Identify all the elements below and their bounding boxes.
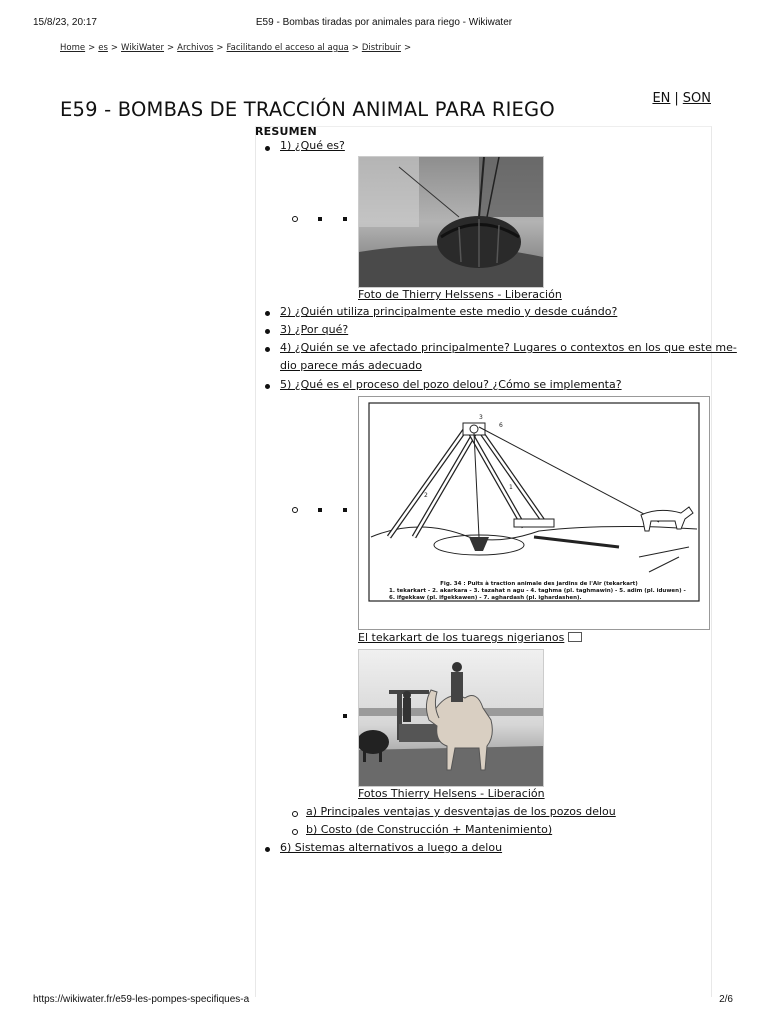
- toc-sub-bullet: [292, 829, 298, 835]
- photo-credit-link-2[interactable]: Fotos Thierry Helsens - Liberación: [358, 787, 545, 800]
- toc-sub-link-b[interactable]: b) Costo (de Construcción + Mantenimiento): [306, 823, 553, 836]
- breadcrumb-separator: >: [88, 43, 96, 53]
- photo-caption-1: [358, 288, 562, 301]
- toc-item-5: [280, 376, 622, 394]
- tekarkart-diagram[interactable]: [358, 396, 710, 630]
- toc-item-2: [280, 303, 617, 321]
- toc-heading: RESUMEN: [255, 125, 317, 138]
- toc-nested-bullet: [292, 216, 298, 222]
- diagram-caption-link-row: [358, 631, 582, 644]
- diagram-caption-line-1: Fig. 34 : Puits à traction animale des jardins de l'Aïr (tekarkart): [440, 581, 638, 587]
- toc-sub-item-b: [306, 821, 552, 839]
- breadcrumb-facilitando[interactable]: Facilitando el acceso al agua: [226, 43, 349, 53]
- toc-nested-bullet: [343, 217, 347, 221]
- lang-separator: |: [674, 91, 679, 106]
- toc-bullet: [265, 347, 270, 352]
- toc-link-4-cont[interactable]: dio parece más adecuado: [280, 359, 422, 372]
- external-link-icon[interactable]: [568, 632, 582, 642]
- lang-en-link[interactable]: EN: [652, 91, 671, 106]
- toc-item-1: [280, 137, 345, 155]
- toc-item-4-cont: [280, 357, 422, 375]
- page-title: E59 - BOMBAS DE TRACCIÓN ANIMAL PARA RIEGO: [60, 98, 555, 121]
- print-date: 15/8/23, 20:17: [33, 17, 97, 28]
- diagram-caption: [389, 581, 689, 602]
- svg-text:6: 6: [499, 422, 503, 429]
- toc-link-2[interactable]: 2) ¿Quién utiliza principalmente este medio y desde cuándo?: [280, 305, 618, 318]
- toc-sub-bullet: [292, 811, 298, 817]
- toc-sub-link-a[interactable]: a) Principales ventajas y desventajas de los pozos delou: [306, 805, 616, 818]
- print-doc-title: E59 - Bombas tiradas por animales para riego - Wikiwater: [255, 17, 513, 28]
- toc-nested-bullet: [318, 217, 322, 221]
- toc-item-3: [280, 321, 348, 339]
- svg-text:3: 3: [479, 414, 483, 421]
- toc-bullet: [265, 329, 270, 334]
- photo-credit-link-1[interactable]: Foto de Thierry Helssens - Liberación: [358, 288, 562, 301]
- toc-nested-bullet: [292, 507, 298, 513]
- print-url: https://wikiwater.fr/e59-les-pompes-specifiques-a: [33, 994, 250, 1005]
- breadcrumb-es[interactable]: es: [98, 43, 108, 53]
- toc-link-6[interactable]: 6) Sistemas alternativos a luego a delou: [280, 841, 503, 854]
- toc-item-6: [280, 839, 502, 857]
- well-bag-photo[interactable]: [358, 156, 544, 288]
- lang-son-link[interactable]: SON: [682, 91, 711, 106]
- toc-link-5[interactable]: 5) ¿Qué es el proceso del pozo delou? ¿Cómo se implementa?: [280, 378, 622, 391]
- camel-well-photo[interactable]: [358, 649, 544, 787]
- toc-sub-item-a: [306, 803, 616, 821]
- toc-bullet: [265, 146, 270, 151]
- photo-caption-2: [358, 787, 545, 800]
- breadcrumb-wikiwater[interactable]: WikiWater: [121, 43, 165, 53]
- camel-well-image: [359, 650, 543, 786]
- toc-link-3[interactable]: 3) ¿Por qué?: [280, 323, 349, 336]
- svg-text:1: 1: [509, 484, 513, 491]
- well-bag-image: [359, 157, 543, 287]
- toc-nested-bullet: [343, 714, 347, 718]
- breadcrumb-separator: >: [110, 43, 119, 53]
- toc-nested-bullet: [343, 508, 347, 512]
- toc-nested-bullet: [318, 508, 322, 512]
- breadcrumb-separator: >: [167, 43, 175, 53]
- toc-item-4: [280, 339, 737, 357]
- toc-bullet: [265, 847, 270, 852]
- diagram-caption-line-3: 6. ifgekkaw (pl. ifgekkawen) - 7. aghardash (pl. ighardashen).: [389, 595, 582, 601]
- breadcrumb-distribuir[interactable]: Distribuir: [361, 43, 401, 53]
- breadcrumb-separator: >: [403, 43, 412, 53]
- toc-bullet: [265, 311, 270, 316]
- breadcrumb-separator: >: [216, 43, 224, 53]
- breadcrumb-home[interactable]: Home: [60, 43, 86, 53]
- diagram-caption-line-2: 1. tekarkart - 2. akarkara - 3. tazahat n agu - 4. taghma (pl. taghmawin) - 5. adim (pl. iduwen) -: [389, 588, 686, 594]
- print-footer: [0, 994, 768, 1008]
- toc-link-4[interactable]: 4) ¿Quién se ve afectado principalmente? Lugares o contextos en los que este me-: [280, 341, 737, 354]
- toc-bullet: [265, 384, 270, 389]
- print-page-number: 2/6: [719, 994, 733, 1005]
- toc-link-1[interactable]: 1) ¿Qué es?: [280, 139, 345, 152]
- breadcrumb-archivos[interactable]: Archivos: [177, 43, 214, 53]
- tekarkart-caption-link[interactable]: El tekarkart de los tuaregs nigerianos: [358, 631, 565, 644]
- svg-text:2: 2: [424, 492, 428, 499]
- breadcrumb-separator: >: [351, 43, 359, 53]
